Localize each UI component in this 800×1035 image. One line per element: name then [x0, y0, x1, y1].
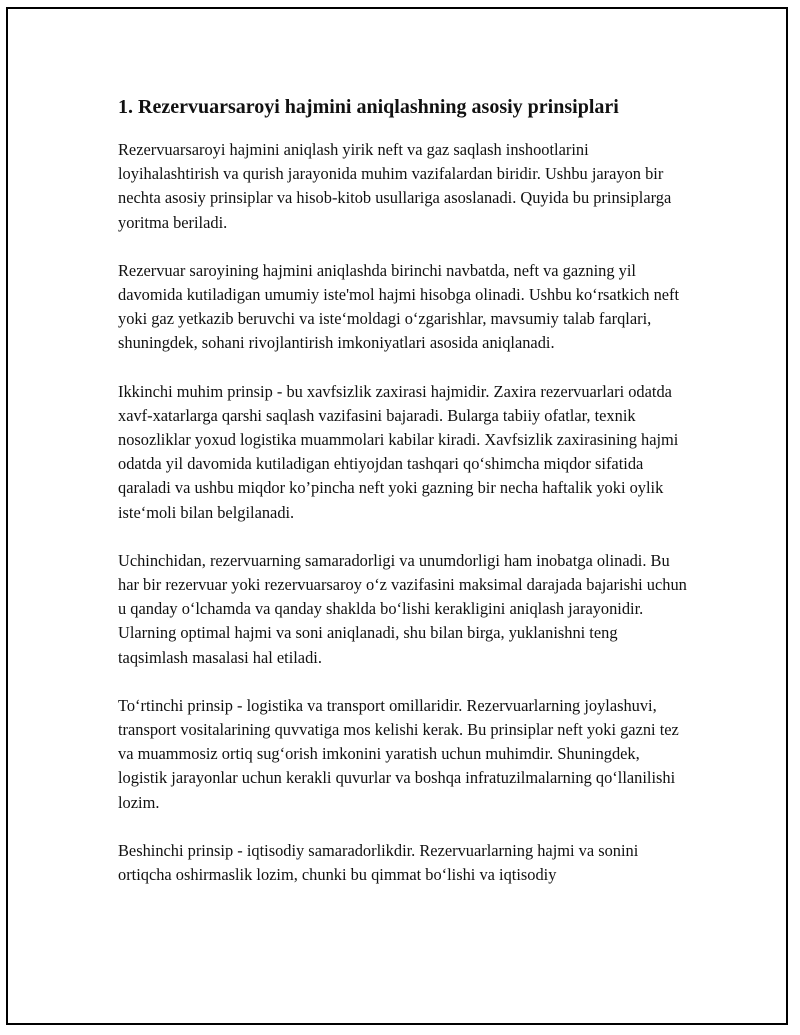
paragraph-2: Rezervuar saroyining hajmini aniqlashda birinchi navbatda, neft va gazning yil davomida kutiladigan umumiy iste'mol hajmi hisobga olinadi. Ushbu ko‘rsatkich neft yoki gaz yetkazib beruvchi va iste‘moldagi o‘zgarishlar, mavsumiy talab farqlari, shuningdek, sohani rivojlantirish imkoniyatlari asosida aniqlanadi. [118, 260, 680, 353]
section-title: 1. Rezervuarsaroyi hajmini aniqlashning asosiy prinsiplari [118, 96, 619, 118]
paragraph-6: Beshinchi prinsip - iqtisodiy samaradorlikdir. Rezervuarlarning hajmi va sonini ortiqcha oshirmaslik lozim, chunki bu qimmat bo‘lishi va iqtisodiy [118, 840, 639, 885]
document-body [118, 94, 688, 911]
paragraph-5: To‘rtinchi prinsip - logistika va transport omillaridir. Rezervuarlarning joylashuvi, transport vositalarining quvvatiga mos kelishi kerak. Bu prinsiplar neft yoki gazni tez va muammosiz ortiq sug‘orish imkonini yaratish uchun muhimdir. Shuningdek, logistik jarayonlar uchun kerakli quvurlar va boshqa infratuzilmalarning qo‘llanilishi lozim. [118, 695, 679, 812]
paragraph-3: Ikkinchi muhim prinsip - bu xavfsizlik zaxirasi hajmidir. Zaxira rezervuarlari odatda xavf-xatarlarga qarshi saqlash vazifasini bajaradi. Bularga tabiiy ofatlar, texnik nosozliklar yoxud logistika muammolari kabilar kiradi. Xavfsizlik zaxirasining hajmi odatda yil davomida kutiladigan ehtiyojdan tashqari qo‘shimcha miqdor sifatida qaraladi va ushbu miqdor ko’pincha neft yoki gazning bir necha haftalik yoki oylik iste‘moli bilan belgilanadi. [118, 381, 679, 522]
paragraph-1: Rezervuarsaroyi hajmini aniqlash yirik neft va gaz saqlash inshootlarini loyihalashtirish va qurish jarayonida muhim vazifalardan biridir. Ushbu jarayon bir nechta asosiy prinsiplar va hisob-kitob usullariga asoslanadi. Quyida bu prinsiplarga yoritma beriladi. [118, 140, 672, 232]
paragraph-4: Uchinchidan, rezervuarning samaradorligi va unumdorligi ham inobatga olinadi. Bu har bir rezervuar yoki rezervuarsaroy o‘z vazifasini maksimal darajada bajarishi uchun u qanday o‘lchamda va qanday shaklda bo‘lishi kerakligini aniqlash jarayonidir. Ularning optimal hajmi va soni aniqlanadi, shu bilan birga, yuklanishni teng taqsimlash masalasi hal etiladi. [118, 550, 687, 667]
